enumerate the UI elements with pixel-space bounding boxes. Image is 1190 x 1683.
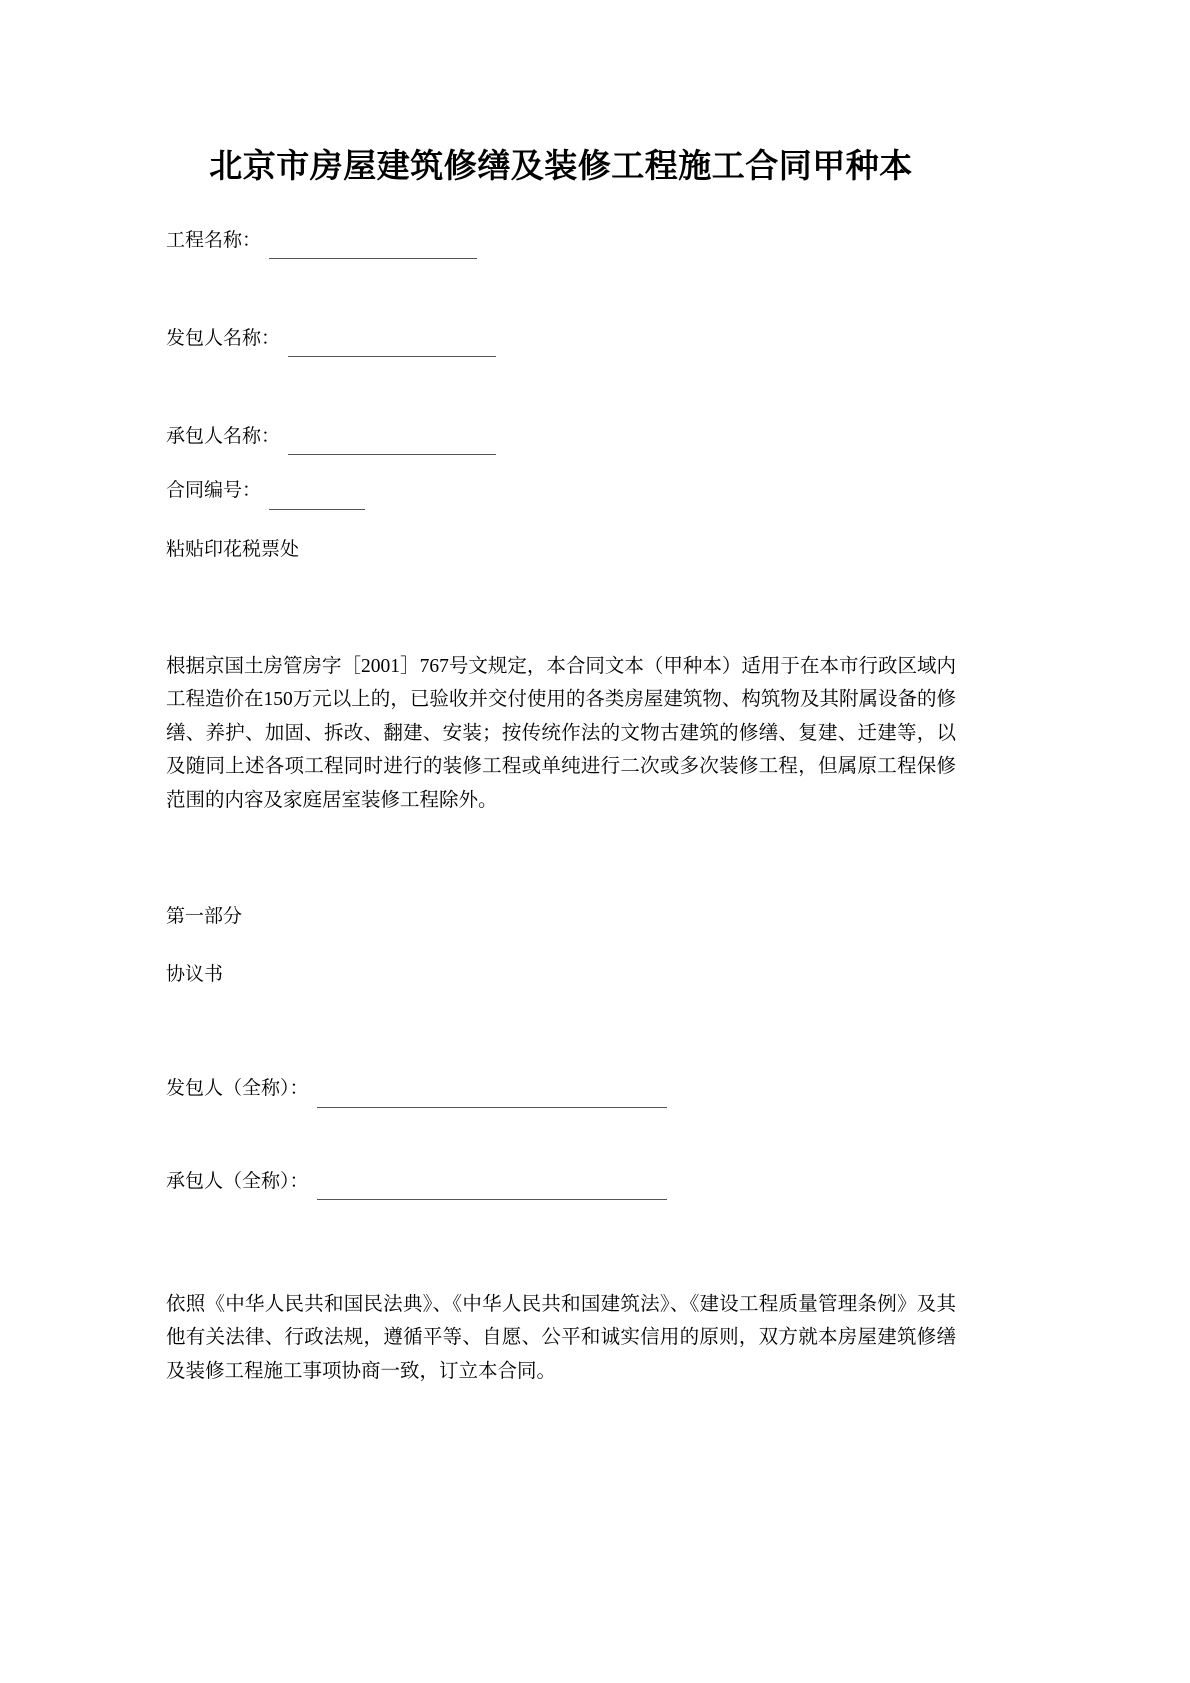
spacer: [166, 935, 956, 957]
field-contract-number-input[interactable]: [269, 490, 365, 510]
spacer: [166, 568, 956, 650]
spacer: [166, 1200, 956, 1288]
part-label: 第一部分: [166, 906, 243, 928]
document-content: [166, 0, 956, 1388]
spacer: [166, 993, 956, 1071]
signature-employer-input[interactable]: [317, 1088, 667, 1108]
spacer: [166, 455, 956, 473]
field-project-name-label: 工程名称：: [166, 230, 262, 252]
signature-employer-row: [166, 1071, 956, 1107]
field-contract-number: [166, 473, 956, 509]
signature-contractor-label: 承包人（全称）：: [166, 1170, 309, 1192]
field-employer-name-input[interactable]: [288, 337, 496, 357]
stamp-duty-note: 粘贴印花税票处: [166, 538, 300, 560]
part-name: 协议书: [166, 964, 224, 986]
legal-basis-paragraph: 依照《中华人民共和国民法典》、《中华人民共和国建筑法》、《建设工程质量管理条例》及其他有关法律、行政法规，遵循平等、自愿、公平和诚实信用的原则，双方就本房屋建筑修缮及装修工程施工事项协商一致，订立本合同。: [166, 1293, 956, 1382]
field-project-name: [166, 223, 956, 259]
signature-contractor-input[interactable]: [317, 1180, 667, 1200]
field-employer-name-label: 发包人名称：: [166, 328, 281, 350]
field-contractor-name-label: 承包人名称：: [166, 426, 281, 448]
field-contractor-name: [166, 419, 956, 455]
scope-paragraph: 根据京国土房管房字［2001］767号文规定，本合同文本（甲种本）适用于在本市行政区域内工程造价在150万元以上的，已验收并交付使用的各类房屋建筑物、构筑物及其附属设备的修缮、养护、加固、拆改、翻建、安装；按传统作法的文物古建筑的修缮、复建、迁建等，以及随同上述各项工程同时进行的装修工程或单纯进行二次或多次装修工程，但属原工程保修范围的内容及家庭居室装修工程除外。: [166, 655, 956, 811]
field-employer-name: [166, 321, 956, 357]
page-title: 北京市房屋建筑修缮及装修工程施工合同甲种本: [209, 149, 913, 185]
field-contract-number-label: 合同编号：: [166, 480, 262, 502]
signature-employer-label: 发包人（全称）：: [166, 1078, 309, 1100]
spacer: [166, 510, 956, 532]
signature-contractor-row: [166, 1164, 956, 1200]
field-project-name-block: [166, 223, 956, 259]
field-contractor-name-input[interactable]: [288, 435, 496, 455]
spacer: [166, 1108, 956, 1164]
field-project-name-input[interactable]: [269, 239, 477, 259]
spacer: [166, 817, 956, 899]
spacer: [166, 259, 956, 321]
spacer: [166, 357, 956, 419]
